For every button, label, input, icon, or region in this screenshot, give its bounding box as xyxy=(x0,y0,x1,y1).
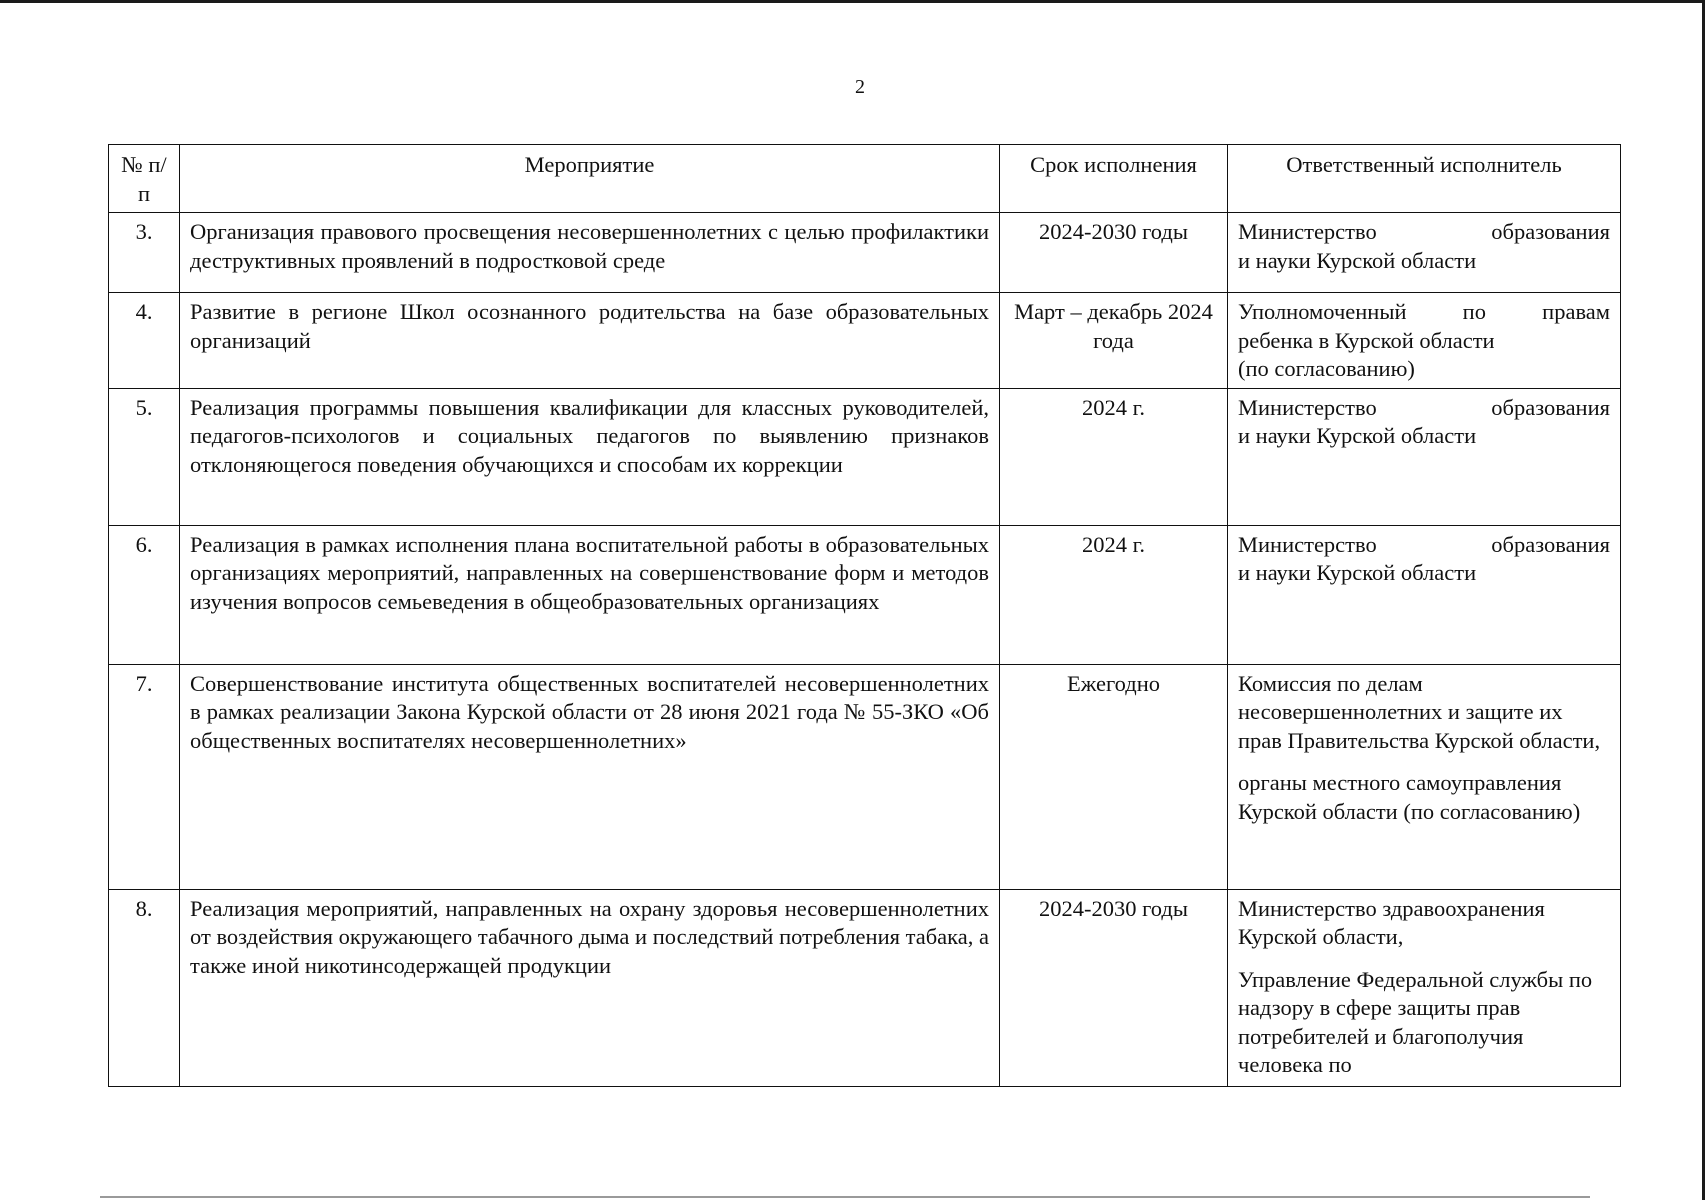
row-executor xyxy=(1228,213,1621,293)
executor-line: (по согласованию) xyxy=(1238,356,1415,381)
scan-border-bottom xyxy=(100,1196,1590,1198)
table-row xyxy=(109,388,1621,525)
executor-line: ребенка в Курской области xyxy=(1238,327,1495,353)
row-term: 2024-2030 годы xyxy=(1000,213,1228,293)
row-num: 3. xyxy=(109,213,180,293)
executor-line: Министерство образования xyxy=(1238,531,1610,557)
row-num: 7. xyxy=(109,664,180,889)
header-num: № п/п xyxy=(109,145,180,213)
page-number: 2 xyxy=(855,76,865,98)
row-num: 8. xyxy=(109,889,180,1086)
table-row xyxy=(109,293,1621,389)
executor-line: Министерство образования xyxy=(1238,394,1610,420)
executor-line: Министерство образования xyxy=(1238,219,1610,244)
row-event: Развитие в регионе Школ осознанного родительства на базе образовательных организаций xyxy=(180,293,1000,389)
row-term: 2024-2030 годы xyxy=(1000,889,1228,1086)
executor-line: и науки Курской области xyxy=(1238,560,1477,585)
row-executor xyxy=(1228,889,1621,1086)
row-executor xyxy=(1228,664,1621,889)
row-term: Ежегодно xyxy=(1000,664,1228,889)
executor-block: Управление Федеральной службы по надзору в сфере защиты прав потребителей и благополучия человека по xyxy=(1238,966,1593,1077)
table-row xyxy=(109,525,1621,664)
row-executor xyxy=(1228,525,1621,664)
row-num: 4. xyxy=(109,293,180,389)
row-num: 6. xyxy=(109,525,180,664)
table-row xyxy=(109,213,1621,293)
table-row xyxy=(109,889,1621,1086)
header-event: Мероприятие xyxy=(180,145,1000,213)
header-executor: Ответственный исполнитель xyxy=(1228,145,1621,213)
row-event: Реализация мероприятий, направленных на охрану здоровья несовершеннолетних от воздействия окружающего табачного дыма и последствий потребления табака, а также иной никотинсодержащей продукции xyxy=(180,889,1000,1086)
row-num: 5. xyxy=(109,388,180,525)
scan-border-top xyxy=(0,0,1705,3)
row-term: Март – декабрь 2024 года xyxy=(1000,293,1228,389)
executor-block: органы местного самоуправления Курской области (по согласованию) xyxy=(1238,770,1581,824)
executor-line: и науки Курской области xyxy=(1238,423,1477,448)
row-event: Организация правового просвещения несовершеннолетних с целью профилактики деструктивных проявлений в подростковой среде xyxy=(180,213,1000,293)
table-row xyxy=(109,664,1621,889)
table-header-row xyxy=(109,145,1621,213)
executor-block: Комиссия по делам несовершеннолетних и защите их прав Правительства Курской области, xyxy=(1238,670,1601,753)
row-event: Реализация в рамках исполнения плана воспитательной работы в образовательных организациях мероприятий, направленных на совершенствование форм и методов изучения вопросов семьеведения в общеобразовательных организациях xyxy=(180,525,1000,664)
executor-line: и науки Курской области xyxy=(1238,247,1477,273)
row-executor xyxy=(1228,293,1621,389)
action-plan-table xyxy=(108,144,1621,1087)
row-event: Совершенствование института общественных воспитателей несовершеннолетних в рамках реализации Закона Курской области от 28 июня 2021 года № 55-ЗКО «Об общественных воспитателях несовершеннолетних» xyxy=(180,664,1000,889)
row-term: 2024 г. xyxy=(1000,525,1228,664)
executor-block: Министерство здравоохранения Курской области, xyxy=(1238,895,1545,949)
row-term: 2024 г. xyxy=(1000,388,1228,525)
row-executor xyxy=(1228,388,1621,525)
row-event: Реализация программы повышения квалификации для классных руководителей, педагогов-психологов и социальных педагогов по выявлению признаков отклоняющегося поведения обучающихся и способам их коррекции xyxy=(180,388,1000,525)
header-term: Срок исполнения xyxy=(1000,145,1228,213)
executor-line: Уполномоченный по правам xyxy=(1238,299,1610,324)
